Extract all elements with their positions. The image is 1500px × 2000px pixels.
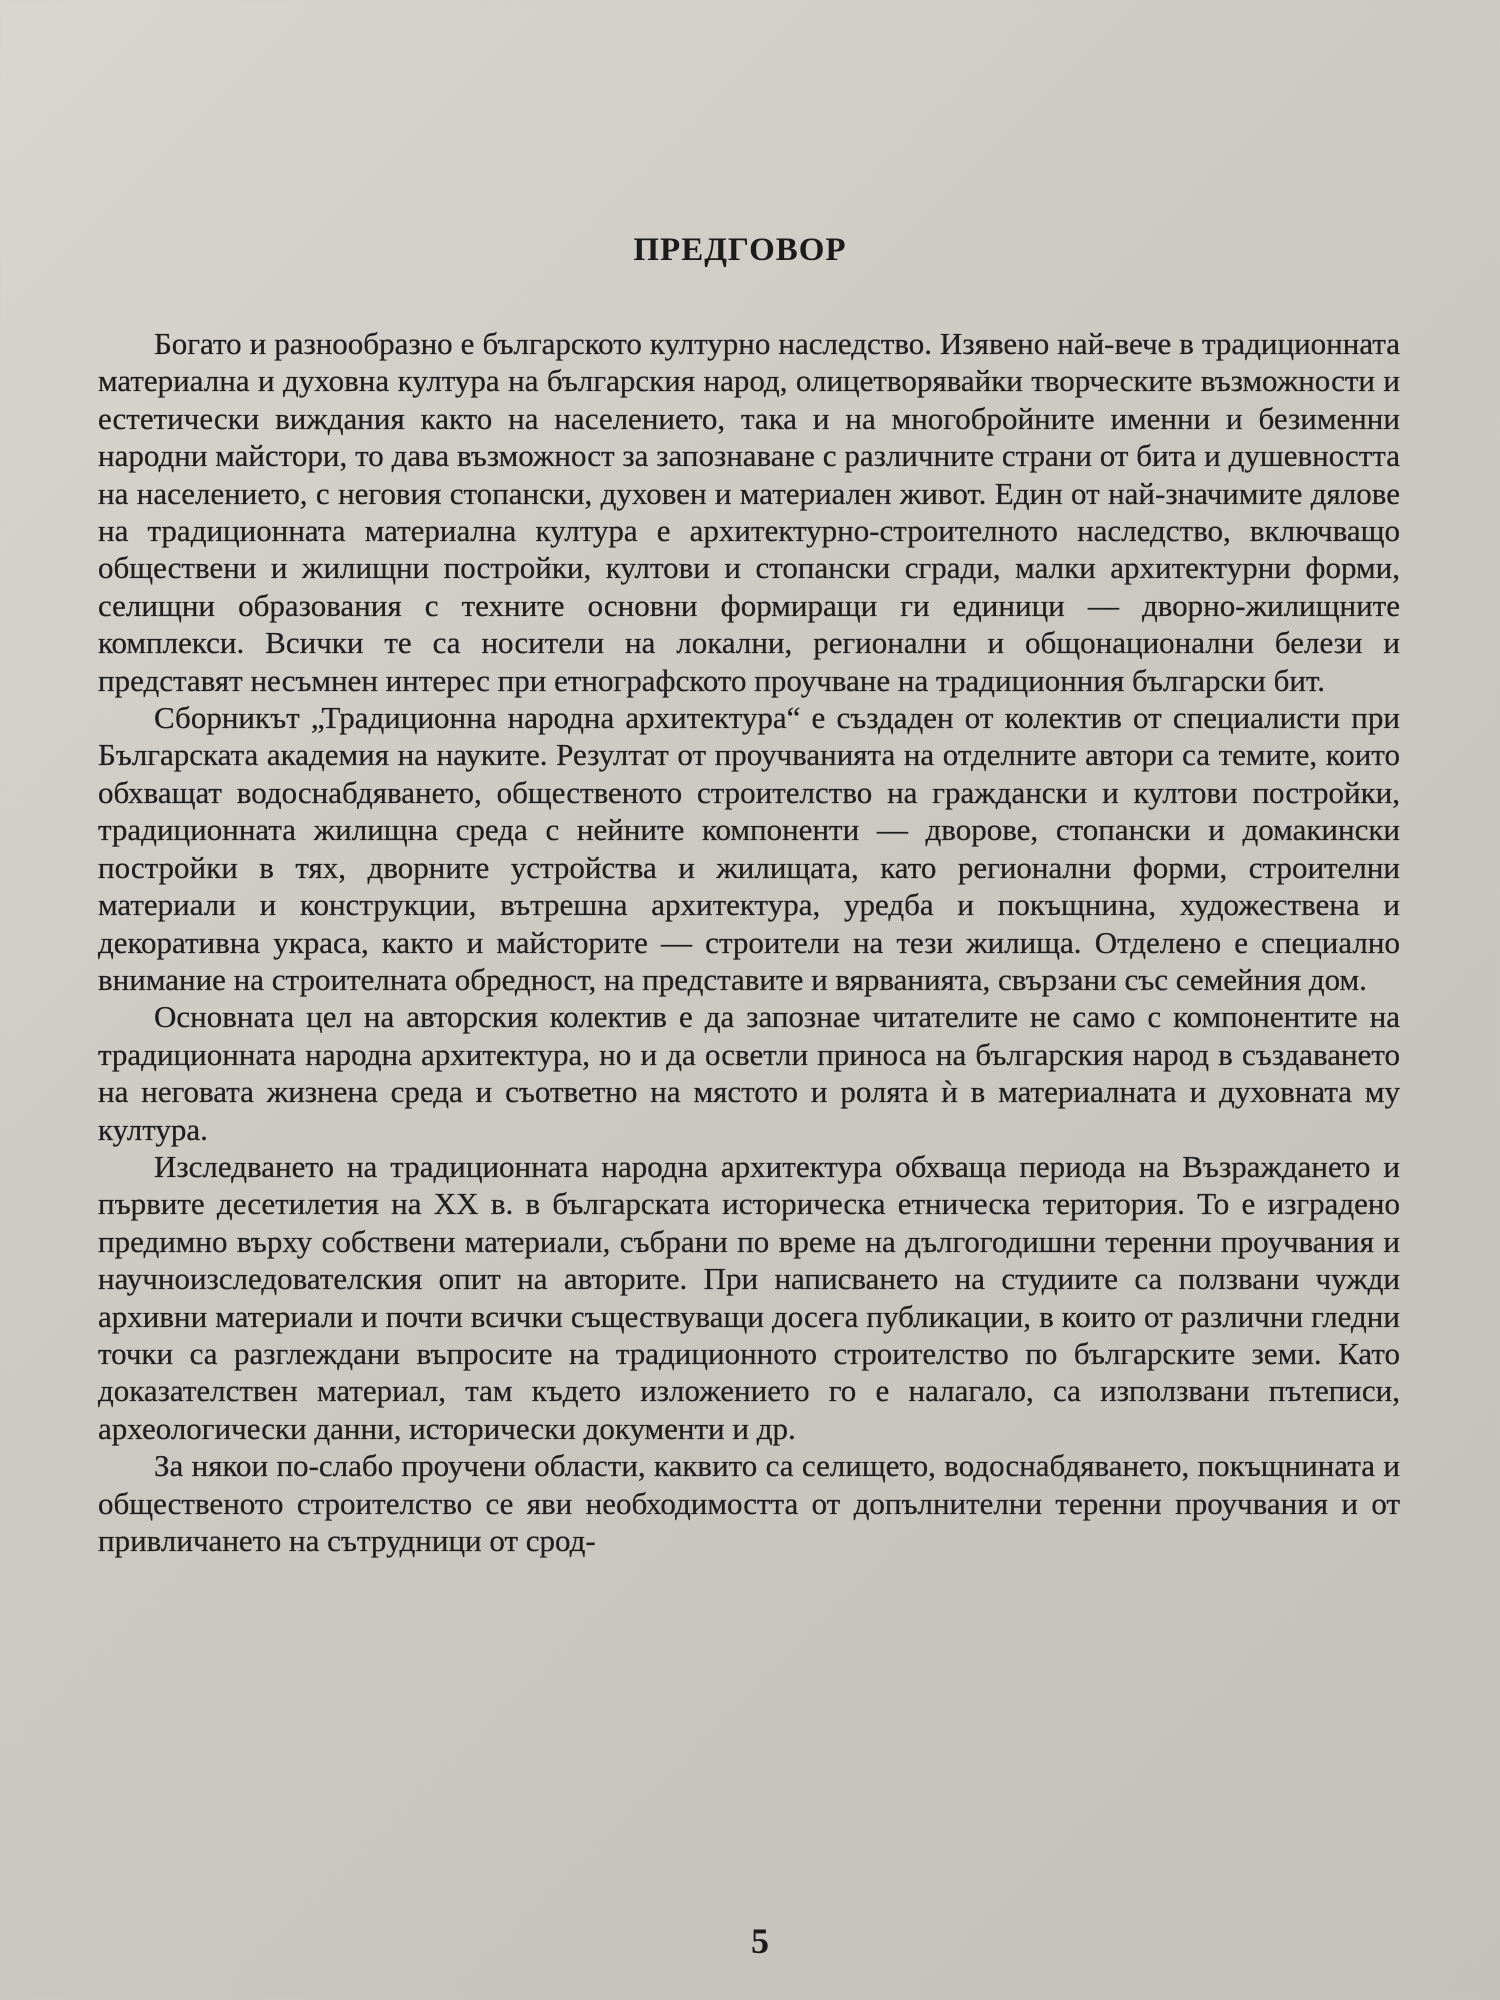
- paragraph-5: За някои по-слабо проучени области, каквито са селището, водоснабдяването, покъщнината и общественото строителство се яви необходимостта от допълнителни теренни проучвания и от привличането на сътрудници от срод-: [98, 1448, 1400, 1558]
- paragraph-3: Основната цел на авторския колектив е да запознае читателите не само с компонентите на традиционната народна архитектура, но и да осветли приноса на българския народ в създаването на неговата жизнена среда и съответно на мястото и ролята ѝ в материалната и духовната му култура.: [98, 999, 1400, 1147]
- page-title: ПРЕДГОВОР: [633, 232, 847, 268]
- body-text: [98, 325, 1400, 1559]
- page-number: 5: [751, 1921, 769, 1961]
- paragraph-1: Богато и разнообразно е българското културно наследство. Изявено най-вече в традиционната материална и духовна култура на българския народ, олицетворявайки творческите възможности и естетически виждания както на населението, така и на многобройните именни и безименни народни майстори, то дава възможност за запознаване с различните страни от бита и душевността на населението, с неговия стопански, духовен и материален живот. Един от най-значимите дялове на традиционната материална култура е архитектурно-строителното наследство, включващо обществени и жилищни постройки, култови и стопански сгради, малки архитектурни форми, селищни образования с техните основни формиращи ги единици — дворно-жилищните комплекси. Всички те са носители на локални, регионални и общонационални белези и представят несъмнен интерес при етнографското проучване на традиционния български бит.: [98, 326, 1400, 698]
- paragraph-2: Сборникът „Традиционна народна архитектура“ е създаден от колектив от специалисти при Българската академия на науките. Резултат от проучванията на отделните автори са темите, които обхващат водоснабдяването, общественото строителство на граждански и култови постройки, традиционната жилищна среда с нейните компоненти — дворове, стопански и домакински постройки в тях, дворните устройства и жилищата, като регионални форми, строителни материали и конструкции, вътрешна архитектура, уредба и покъщнина, художествена и декоративна украса, както и майсторите — строители на тези жилища. Отделено е специално внимание на строителната обредност, на представите и вярванията, свързани със семейния дом.: [98, 700, 1400, 997]
- paragraph-4: Изследването на традиционната народна архитектура обхваща периода на Възраждането и първите десетилетия на XX в. в българската историческа етническа територия. То е изградено предимно върху собствени материали, събрани по време на дългогодишни теренни проучвания и научноизследователския опит на авторите. При написването на студиите са ползвани чужди архивни материали и почти всички съществуващи досега публикации, в които от различни гледни точки са разглеждани въпросите на традиционното строителство по българските земи. Като доказателствен материал, там където изложението го е налагало, са използвани пътеписи, археологически данни, исторически документи и др.: [98, 1148, 1400, 1446]
